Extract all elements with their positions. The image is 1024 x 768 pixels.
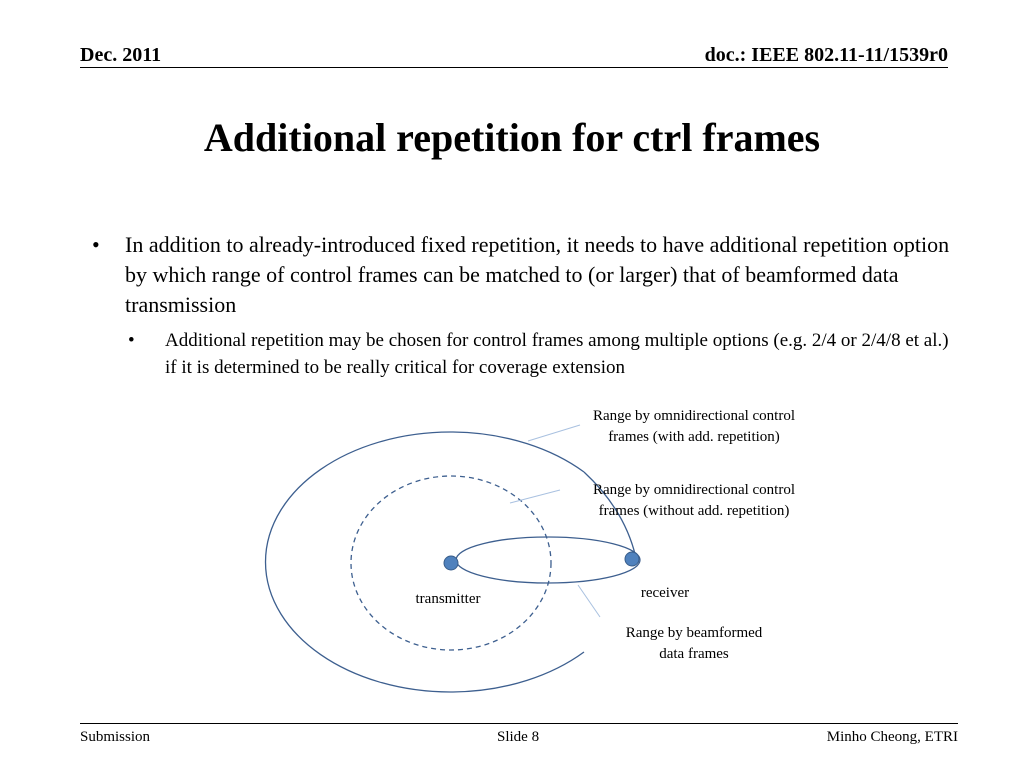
sub-bullet-text: Additional repetition may be chosen for control frames among multiple options (e.g. 2/4 or 2/4/8 et al.) if it is determined to be really critical for coverage extension [165,330,949,378]
footer-divider [80,723,958,724]
label-beamformed-line1: Range by beamformed [625,625,763,641]
bullet-text: In addition to already-introduced fixed repetition, it needs to have additional repetition option by which range of control frames can be matched to (or larger) that of beamformed data transmission [125,232,950,317]
header-date: Dec. 2011 [80,44,162,66]
label-with-repetition-line2: frames (with add. repetition) [608,429,780,445]
label-receiver: receiver [640,585,690,601]
label-beamformed [604,623,784,665]
slide-title: Additional repetition for ctrl frames [203,115,821,160]
label-with-repetition-line1: Range by omnidirectional control [592,408,796,424]
pointer-line-beamformed [578,585,600,617]
bullet-marker: • [92,232,100,257]
label-beamformed-line2: data frames [659,646,729,662]
receiver-node [625,552,639,566]
transmitter-node [444,556,458,570]
footer-slide-number: Slide 8 [497,729,540,745]
label-transmitter: transmitter [415,591,481,607]
footer-submission: Submission [80,729,151,745]
header-doc-id: doc.: IEEE 802.11-11/1539r0 [704,44,948,66]
label-without-repetition-line2: frames (without add. repetition) [598,503,790,519]
outer-range-arc [266,432,584,692]
label-without-repetition [568,480,820,522]
label-without-repetition-line1: Range by omnidirectional control [592,482,796,498]
footer-author: Minho Cheong, ETRI [826,729,958,745]
label-with-repetition [568,406,820,448]
sub-bullet-marker: • [128,330,135,351]
pointer-line-without-rep [510,490,560,503]
